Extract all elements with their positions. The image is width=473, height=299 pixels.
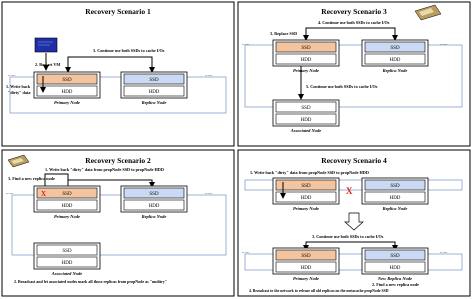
s4-primary2-ssd: SSD — [301, 254, 311, 259]
s4-transition-arrow — [345, 213, 363, 230]
s1-step1b: "dirty" data — [8, 90, 31, 95]
s3-primary-label: Primary Node — [292, 68, 320, 73]
s1-bracket — [68, 57, 152, 72]
s3-ellipsis-right: ...... — [440, 42, 448, 47]
s4-step1: 1. Write back "dirty" data from propNode SSD to propNode HDD — [250, 170, 369, 175]
s1-ellipsis-right: ...... — [205, 73, 213, 78]
s1-title: Recovery Scenario 1 — [85, 7, 151, 16]
s4-new-replica-ssd: SSD — [390, 254, 400, 259]
s4-x-mark: X — [346, 186, 353, 196]
s3-bracket — [306, 28, 395, 40]
s1-primary-hdd: HDD — [61, 90, 73, 95]
s3-title: Recovery Scenario 3 — [321, 7, 387, 16]
s2-assoc-label: Associated Node — [51, 271, 83, 276]
s4-primary2-label: Primary Node — [292, 276, 320, 281]
s4-replica-ssd: SSD — [390, 184, 400, 189]
s2-assoc-ssd: SSD — [62, 249, 72, 254]
s2-step2: 2. Broadcast and let associated nodes mark all those replicas from propNode as "unditry" — [14, 279, 168, 284]
s4-new-replica-label: New Replica Node — [377, 276, 413, 281]
s4-primary2-hdd: HDD — [300, 266, 312, 271]
s1-primary-ssd: SSD — [62, 78, 72, 83]
s4-ellipsis-left: ...... — [242, 250, 250, 255]
s1-replica-hdd: HDD — [148, 90, 160, 95]
s3-step5: 5. Continue use both SSDs to cache I/Os — [306, 84, 378, 89]
s2-replica-label: Replica Node — [141, 214, 167, 219]
s1-step3: 3. Continue use both SSDs to cache I/Os — [93, 48, 165, 53]
monitor-icon — [35, 38, 57, 52]
s3-replica-label: Replica Node — [382, 68, 408, 73]
s4-step4: 4. Broadcast to the network to release all old replicas on the metacache propNode SSD — [249, 289, 389, 293]
s3-replica-ssd: SSD — [390, 46, 400, 51]
s1-primary-label: Primary Node — [53, 100, 81, 105]
s2-step1: 1. Write back "dirty" data from propNode SSD to propNode HDD — [45, 167, 164, 172]
s1-ellipsis-left: ...... — [8, 73, 16, 78]
s2-ellipsis-left: ...... — [6, 191, 14, 196]
s3-primary-ssd: SSD — [301, 46, 311, 51]
s4-title: Recovery Scenario 4 — [321, 156, 387, 165]
s4-ellipsis-right: ...... — [440, 250, 448, 255]
ssd-device-icon — [8, 155, 29, 167]
s2-replica-hdd: HDD — [148, 204, 160, 209]
ssd-device-icon — [415, 5, 441, 20]
s2-x-mark: X — [41, 190, 47, 198]
s2-primary-label: Primary Node — [53, 214, 81, 219]
s3-step3: 3. Replace SSD — [270, 31, 298, 36]
s4-replica-hdd: HDD — [389, 196, 401, 201]
s4-primary-hdd: HDD — [300, 196, 312, 201]
s1-replica-label: Replica Node — [141, 100, 167, 105]
s3-step4: 4. Continue use both SSDs to cache I/Os — [318, 20, 390, 25]
s1-replica-ssd: SSD — [149, 78, 159, 83]
s3-assoc-hdd: HDD — [300, 118, 312, 123]
s2-step3: 3. Find a new replica node — [8, 176, 55, 181]
s4-step2: 2. Find a new replica node — [372, 282, 419, 287]
s2-ellipsis-right: ...... — [205, 191, 213, 196]
s3-assoc-ssd: SSD — [301, 106, 311, 111]
s2-primary-ssd: SSD — [62, 192, 72, 197]
s3-assoc-label: Associated Node — [290, 128, 322, 133]
s3-primary-hdd: HDD — [300, 58, 312, 63]
s3-replica-hdd: HDD — [389, 58, 401, 63]
s4-primary-ssd: SSD — [301, 184, 311, 189]
s4-step3: 3. Continue use both SSDs to cache I/Os — [312, 234, 384, 239]
s4-replica-label: Replica Node — [382, 206, 408, 211]
s4-new-replica-hdd: HDD — [389, 266, 401, 271]
s2-assoc-hdd: HDD — [61, 261, 73, 266]
s4-primary-label: Primary Node — [292, 206, 320, 211]
s2-primary-hdd: HDD — [61, 204, 73, 209]
s2-replica-ssd: SSD — [149, 192, 159, 197]
s1-step1: 1. Write back — [6, 84, 31, 89]
s2-title: Recovery Scenario 2 — [85, 156, 151, 165]
s1-step2: 2. Restart VM — [35, 62, 61, 67]
s3-ellipsis-left: ...... — [242, 42, 250, 47]
